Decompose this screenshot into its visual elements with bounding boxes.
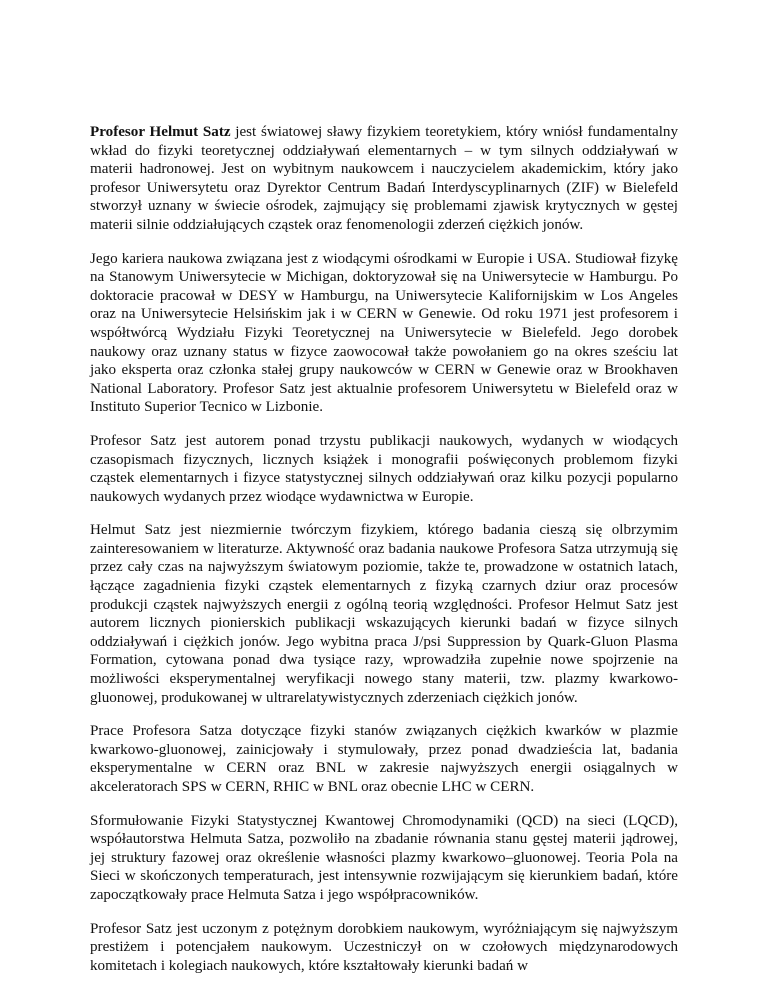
paragraph-career: Jego kariera naukowa związana jest z wiodącymi ośrodkami w Europie i USA. Studiował fizykę na Stanowym Uniwersytecie w Michigan, doktoryzował się na Uniwersytecie w Hamburgu. Po doktoracie pracował w DESY w Hamburgu, na Uniwersytecie Kalifornijskim w Los Angeles oraz na Uniwersytecie Helsińskim jak i w CERN w Genewie. Od roku 1971 jest profesorem i współtwórcą Wydziału Fizyki Teoretycznej na Uniwersytecie w Bielefeld. Jego dorobek naukowy oraz uznany status w fizyce zaowocował także powołaniem go na okres sześciu lat jako eksperta oraz członka stałej grupy naukowców w CERN w Genewie oraz w Brookhaven National Laboratory. Profesor Satz jest aktualnie profesorem Uniwersytetu w Bielefeld oraz w Instituto Superior Tecnico w Lizbonie. — [90, 250, 678, 416]
paragraph-prestige: Profesor Satz jest uczonym z potężnym dorobkiem naukowym, wyróżniającym się najwyższym prestiżem i potencjałem naukowym. Uczestniczył on w czołowych międzynarodowych komitetach i kolegiach naukowych, które kształtowały kierunki badań w — [90, 920, 678, 974]
paragraph-research: Helmut Satz jest niezmiernie twórczym fizykiem, którego badania cieszą się olbrzymim zainteresowaniem w literaturze. Aktywność oraz badania naukowe Profesora Satza utrzymują się przez cały czas na najwyższym światowym poziomie, także te, prowadzone w ostatnich latach, łączące zagadnienia fizyki cząstek elementarnych z fizyką czarnych dziur oraz procesów produkcji cząstek najwyższych energii z ogólną teorią względności. Profesor Helmut Satz jest autorem licznych pionierskich publikacji wskazujących kierunki badań w fizyce silnych oddziaływań i ciężkich jonów. Jego wybitna praca J/psi Suppression by Quark-Gluon Plasma Formation, cytowana ponad dwa tysiące razy, wprowadziła zupełnie nowe spojrzenie na możliwości eksperymentalnej weryfikacji nowego stany materii, tzw. plazmy kwarkowo-gluonowej, produkowanej w ultrarelatywistycznych zderzeniach ciężkich jonów. — [90, 522, 678, 706]
paragraph-lqcd: Sformułowanie Fizyki Statystycznej Kwantowej Chromodynamiki (QCD) na sieci (LQCD), współautorstwa Helmuta Satza, pozwoliło na zbadanie równania stanu gęstej materii jądrowej, jej struktury fazowej oraz określenie własności plazmy kwarkowo–gluonowej. Teoria Pola na Sieci w skończonych temperaturach, jest intensywnie rozwijającym się kierunkiem badań, które zapoczątkowały prace Helmuta Satza i jego współpracowników. — [90, 812, 678, 903]
paragraph-intro — [90, 123, 678, 235]
paragraph-publications: Profesor Satz jest autorem ponad trzystu publikacji naukowych, wydanych w wiodących czasopismach fizycznych, licznych książek i monografii poświęconych problemom fizyki cząstek elementarnych i fizyce statystycznej silnych oddziaływań oraz kilku pozycji popularno naukowych wydanych przez wiodące wydawnictwa w Europie. — [90, 432, 678, 505]
paragraph-heavy-quarks: Prace Profesora Satza dotyczące fizyki stanów związanych ciężkich kwarków w plazmie kwarkowo-gluonowej, zainicjowały i stymulowały, przez ponad dwadzieścia lat, badania eksperymentalne w CERN oraz BNL w zakresie najwyższych energii osiągalnych w akceleratorach SPS w CERN, RHIC w BNL oraz obecnie LHC w CERN. — [90, 723, 678, 795]
document-page — [90, 123, 678, 990]
paragraph-intro-text: jest światowej sławy fizykiem teoretykiem, który wniósł fundamentalny wkład do fizyki teoretycznej oddziaływań elementarnych – w tym silnych oddziaływań w materii hadronowej. Jest on wybitnym naukowcem i nauczycielem akademickim, który jako profesor Uniwersytetu oraz Dyrektor Centrum Badań Interdyscyplinarnych (ZIF) w Bielefeld stworzył uznany w świecie ośrodek, zajmujący się problemami zjawisk krytycznych w gęstej materii silnie oddziałujących cząstek oraz fenomenologii zderzeń ciężkich jonów. — [90, 124, 679, 233]
paragraph-lead-name: Profesor Helmut Satz — [90, 124, 231, 140]
